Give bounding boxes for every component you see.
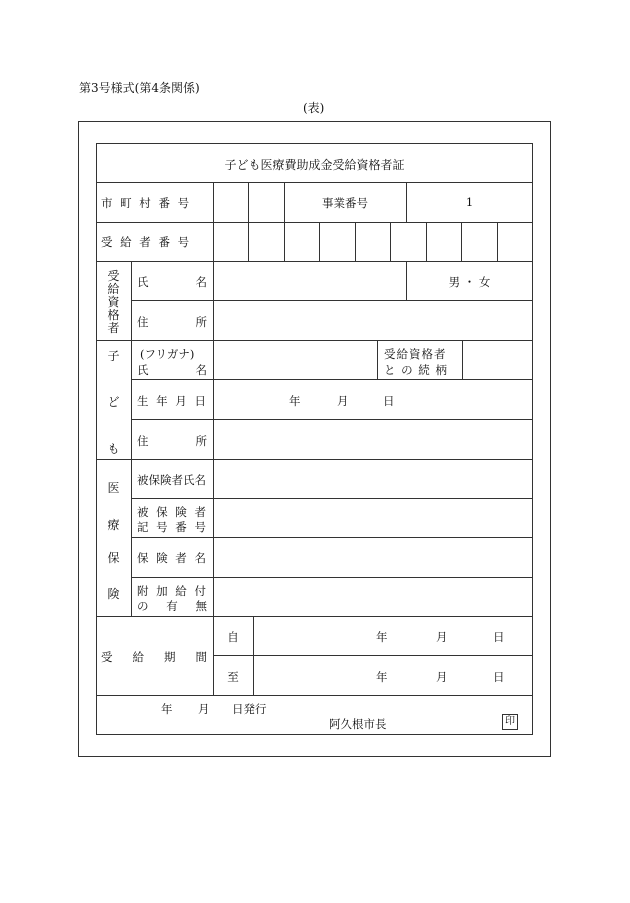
birthdate-month: 月 <box>337 394 349 408</box>
municipality-number-label: 市 町 村 番 号 <box>101 196 192 210</box>
issue-day-issued: 日発行 <box>232 702 267 716</box>
period-from-year: 年 <box>376 630 388 644</box>
seal-mark: 印 <box>502 714 518 730</box>
form-number: 第3号様式(第4条関係) <box>79 81 200 95</box>
insurance-group-label-3: 保 <box>107 551 120 565</box>
recipient-group-label: 受 給 資 格 者 <box>107 269 120 335</box>
period-to-year: 年 <box>376 670 388 684</box>
period-from-label: 自 <box>227 630 239 644</box>
relation-label-2: と の 続 柄 <box>384 363 448 377</box>
additional-benefit-label-1: 附 加 給 付 <box>137 584 208 598</box>
birthdate-label: 生 年 月 日 <box>137 394 208 408</box>
recipient-address-label: 住 所 <box>137 315 207 329</box>
birthdate-day: 日 <box>383 394 395 408</box>
insurance-group-label-4: 険 <box>107 587 120 601</box>
child-address-label: 住 所 <box>137 434 207 448</box>
certificate-title: 子ども医療費助成金受給資格者証 <box>224 158 405 172</box>
insured-name-label: 被保険者氏名 <box>137 473 206 487</box>
period-to-day: 日 <box>493 670 505 684</box>
child-group-label-2: ど <box>107 395 120 409</box>
side-label: (表) <box>303 101 325 115</box>
insured-symbol-label-1: 被 保 険 者 <box>137 505 208 519</box>
birthdate-year: 年 <box>289 394 301 408</box>
insurance-group-label-1: 医 <box>107 481 120 495</box>
issue-year: 年 <box>161 702 173 716</box>
period-from-month: 月 <box>436 630 448 644</box>
period-to-month: 月 <box>436 670 448 684</box>
insured-symbol-label-2: 記 号 番 号 <box>137 520 208 534</box>
child-furigana-label: (フリガナ) <box>140 347 195 361</box>
relation-label-1: 受給資格者 <box>384 347 447 361</box>
period-to-label: 至 <box>227 670 239 684</box>
issuer-name: 阿久根市長 <box>329 717 387 731</box>
additional-benefit-label-2: の 有 無 <box>137 599 207 613</box>
period-from-day: 日 <box>493 630 505 644</box>
recipient-name-label: 氏 名 <box>137 275 207 289</box>
child-group-label-3: も <box>107 442 120 456</box>
business-number-value: 1 <box>465 195 474 209</box>
child-group-label-1: 子 <box>107 349 120 363</box>
recipient-number-label: 受 給 者 番 号 <box>101 235 192 249</box>
child-name-label: 氏 名 <box>137 363 207 377</box>
business-number-label: 事業番号 <box>322 196 368 210</box>
insurer-name-label: 保 険 者 名 <box>137 551 208 565</box>
insurance-group-label-2: 療 <box>107 518 120 532</box>
issue-month: 月 <box>198 702 210 716</box>
period-label: 受 給 期 間 <box>101 650 207 664</box>
gender-options: 男 ・ 女 <box>448 275 491 289</box>
